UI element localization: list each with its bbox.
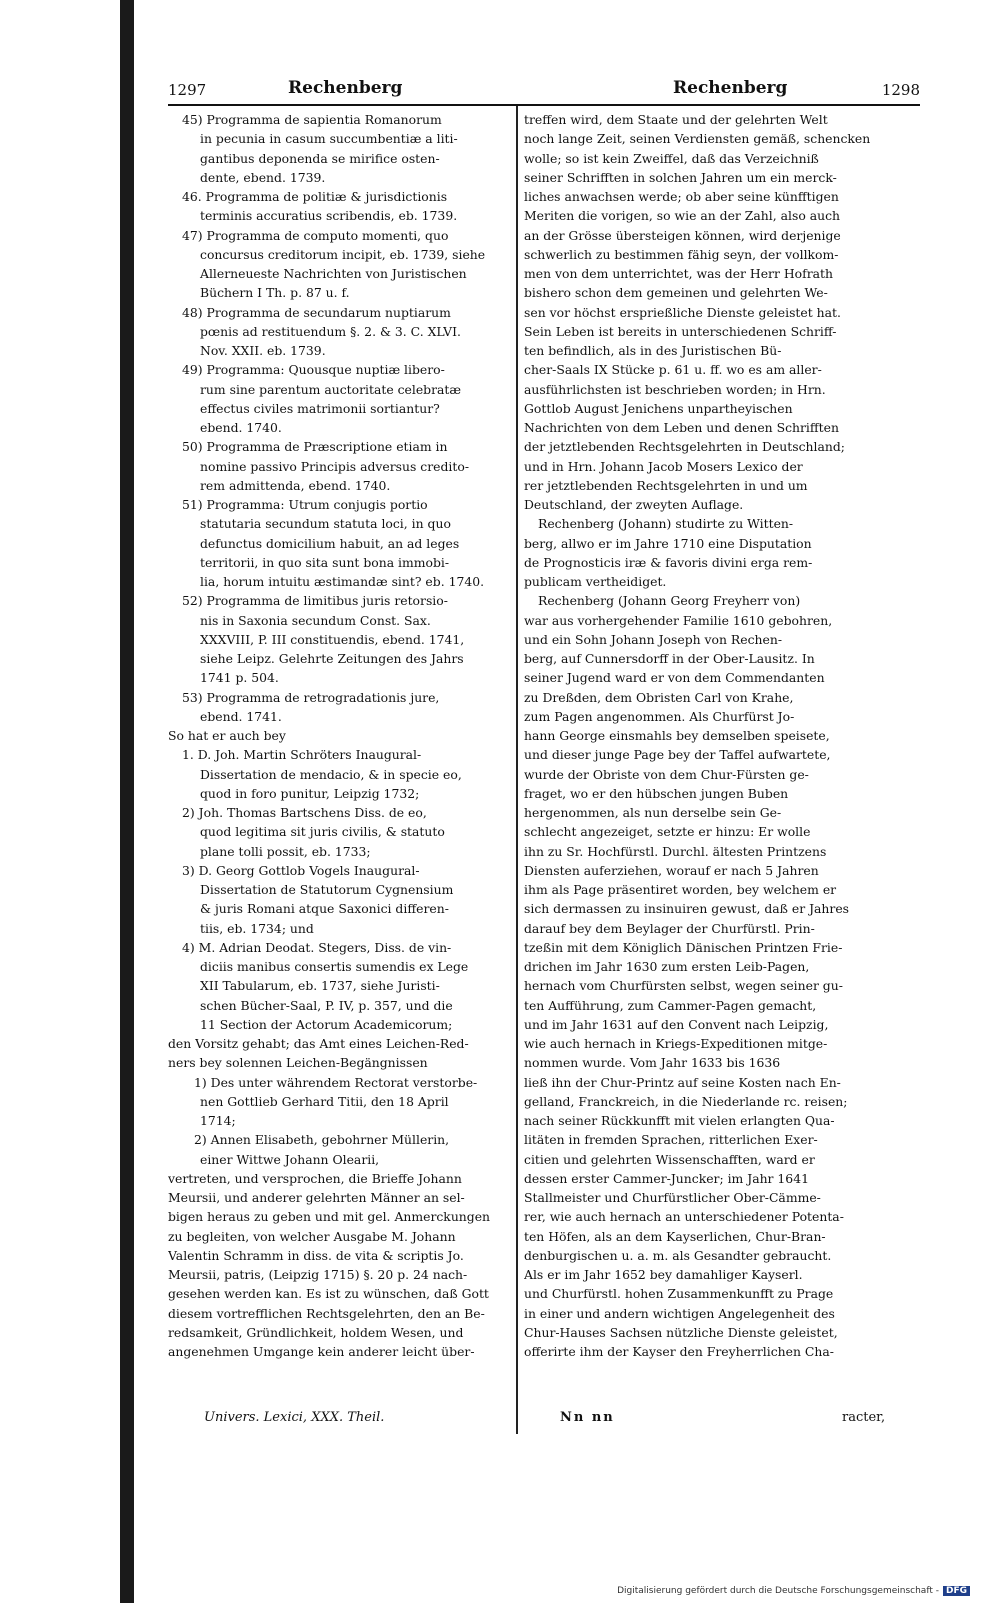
text-line: rem admittenda, ebend. 1740. <box>200 477 391 493</box>
text-line: Sein Leben ist bereits in unterschiedenen Schriff- <box>524 323 837 339</box>
text-line: plane tolli possit, eb. 1733; <box>200 843 371 859</box>
text-line: der jetztlebenden Rechtsgelehrten in Deutschland; <box>524 439 845 455</box>
text-line: ließ ihn der Chur-Printz auf seine Kosten nach En- <box>524 1074 841 1090</box>
text-line: in einer und andern wichtigen Angelegenheit des <box>524 1305 835 1321</box>
text-line: statutaria secundum statuta loci, in quo <box>200 516 451 532</box>
text-line: rum sine parentum auctoritate celebratæ <box>200 381 462 397</box>
text-line: angenehmen Umgange kein anderer leicht über- <box>168 1344 475 1359</box>
footer-volume-title: Univers. Lexici, XXX. Theil. <box>204 1410 385 1425</box>
text-line: 53) Programma de retrogradationis jure, <box>182 689 440 705</box>
text-line: Valentin Schramm in diss. de vita & scriptis Jo. <box>168 1247 464 1263</box>
text-line: fraget, wo er den hübschen jungen Buben <box>524 785 789 801</box>
text-line: lia, horum intuitu æstimandæ sint? eb. 1740. <box>200 574 485 589</box>
text-line: ten befindlich, als in des Juristischen Bü- <box>524 343 782 358</box>
text-line: tzeßin mit dem Königlich Dänischen Printzen Frie- <box>524 939 843 955</box>
text-line: territorii, in quo sita sunt bona immobi- <box>200 554 450 570</box>
text-line: 11 Section der Actorum Academicorum; <box>200 1016 453 1032</box>
text-line: 2) Joh. Thomas Bartschens Diss. de eo, <box>182 805 427 820</box>
text-line: Büchern I Th. p. 87 u. f. <box>200 285 350 301</box>
text-line: terminis accuratius scribendis, eb. 1739. <box>200 208 458 224</box>
page-number-left: 1297 <box>168 81 207 99</box>
text-line: 45) Programma de sapientia Romanorum <box>182 112 442 127</box>
text-line: nommen wurde. Vom Jahr 1633 bis 1636 <box>524 1055 781 1071</box>
text-line: denburgischen u. a. m. als Gesandter gebraucht. <box>524 1247 832 1263</box>
text-line: 1) Des unter währendem Rectorat verstorbe- <box>194 1074 478 1090</box>
text-line: XXXVIII, P. III constituendis, ebend. 1741, <box>200 631 465 647</box>
text-line: zu Dreßden, dem Obristen Carl von Krahe, <box>524 689 794 705</box>
running-title-left: Rechenberg <box>288 78 403 98</box>
text-line: Rechenberg (Johann Georg Freyherr von) <box>538 593 801 609</box>
text-line: redsamkeit, Gründlichkeit, holdem Wesen, und <box>168 1324 464 1340</box>
text-line: darauf bey dem Beylager der Churfürstl. Prin- <box>524 920 815 936</box>
text-line: cher-Saals IX Stücke p. 61 u. ff. wo es am aller- <box>524 362 822 378</box>
text-line: ihn zu Sr. Hochfürstl. Durchl. ältesten Printzens <box>524 843 827 859</box>
text-line: Gottlob August Jenichens unpartheyischen <box>524 400 793 416</box>
text-line: 2) Annen Elisabeth, gebohrner Müllerin, <box>194 1132 450 1148</box>
text-line: quod in foro punitur, Leipzig 1732; <box>200 785 420 801</box>
text-line: hernach vom Churfürsten selbst, wegen seiner gu- <box>524 978 843 994</box>
text-line: citien und gelehrten Wissenschafften, ward er <box>524 1151 815 1167</box>
text-line: wolle; so ist kein Zweiffel, daß das Verzeichniß <box>524 150 819 166</box>
text-line: und im Jahr 1631 auf den Convent nach Leipzig, <box>524 1016 829 1032</box>
text-line: berg, allwo er im Jahre 1710 eine Disputation <box>524 535 812 551</box>
text-line: in pecunia in casum succumbentiæ a liti- <box>200 131 458 147</box>
text-line: offerirte ihm der Kayser den Freyherrlichen Cha- <box>524 1344 834 1359</box>
text-line: gantibus deponenda se mirifice osten- <box>200 150 440 166</box>
text-line: sen vor höchst ersprießliche Dienste geleistet hat. <box>524 304 841 320</box>
text-line: zu begleiten, von welcher Ausgabe M. Johann <box>168 1228 456 1244</box>
page-header <box>168 78 920 104</box>
text-line: ten Höfen, als an dem Kayserlichen, Chur-Bran- <box>524 1228 826 1244</box>
credit-text: Digitalisierung gefördert durch die Deutsche Forschungsgemeinschaft - <box>617 1586 939 1596</box>
column-divider <box>516 106 518 1434</box>
text-line: Meriten die vorigen, so wie an der Zahl, also auch <box>524 208 841 224</box>
book-binding-edge <box>120 0 134 1603</box>
text-line: schlecht angezeiget, setzte er hinzu: Er wolle <box>524 824 811 840</box>
text-line: 49) Programma: Quousque nuptiæ libero- <box>182 362 445 378</box>
text-line: hann George einsmahls bey demselben speisete, <box>524 728 830 743</box>
text-line: und in Hrn. Johann Jacob Mosers Lexico der <box>524 458 803 474</box>
text-line: Meursii, und anderer gelehrten Männer an sel- <box>168 1190 465 1205</box>
text-line: seiner Jugend ward er von dem Commendanten <box>524 670 825 686</box>
left-column <box>168 110 512 1361</box>
text-line: und Churfürstl. hohen Zusammenkunfft zu Prage <box>524 1286 834 1302</box>
text-line: gesehen werden kan. Es ist zu wünschen, daß Gott <box>168 1286 489 1302</box>
text-line: So hat er auch bey <box>168 728 286 743</box>
text-line: 1741 p. 504. <box>200 670 279 686</box>
text-line: noch lange Zeit, seinen Verdiensten gemäß, schencken <box>524 131 871 147</box>
text-line: wie auch hernach in Kriegs-Expeditionen mitge- <box>524 1036 828 1051</box>
text-line: zum Pagen angenommen. Als Churfürst Jo- <box>524 708 795 724</box>
text-line: ebend. 1741. <box>200 708 282 724</box>
text-line: nis in Saxonia secundum Const. Sax. <box>200 612 431 628</box>
text-line: pœnis ad restituendum §. 2. & 3. C. XLVI. <box>200 323 461 339</box>
text-line: & juris Romani atque Saxonici differen- <box>200 901 449 917</box>
text-line: nomine passivo Principis adversus credito- <box>200 458 470 474</box>
text-line: 3) D. Georg Gottlob Vogels Inaugural- <box>182 862 420 878</box>
text-line: Diensten auferziehen, worauf er nach 5 Jahren <box>524 862 819 878</box>
text-line: Allerneueste Nachrichten von Juristischen <box>200 266 467 281</box>
text-line: sich dermassen zu insinuiren gewust, daß er Jahres <box>524 901 850 917</box>
text-line: Meursii, patris, (Leipzig 1715) §. 20 p. 24 nach- <box>168 1267 468 1282</box>
text-line: 46. Programma de politiæ & jurisdictionis <box>182 189 448 204</box>
text-line: liches anwachsen werde; ob aber seine künfftigen <box>524 189 839 204</box>
text-line: treffen wird, dem Staate und der gelehrten Welt <box>524 112 828 127</box>
text-line: den Vorsitz gehabt; das Amt eines Leichen-Red- <box>168 1036 469 1051</box>
text-line: wurde der Obriste von dem Chur-Fürsten ge- <box>524 766 809 782</box>
text-line: 51) Programma: Utrum conjugis portio <box>182 497 428 512</box>
text-line: vertreten, und versprochen, die Brieffe Johann <box>168 1170 462 1186</box>
text-line: nach seiner Rückkunfft mit vielen erlangten Qua- <box>524 1113 835 1128</box>
text-line: ihm als Page präsentiret worden, bey welchem er <box>524 882 837 897</box>
text-line: rer jetztlebenden Rechtsgelehrten in und um <box>524 477 808 493</box>
text-line: gelland, Franckreich, in die Niederlande rc. reisen; <box>524 1093 848 1109</box>
text-line: concursus creditorum incipit, eb. 1739, siehe <box>200 246 486 262</box>
header-rule <box>168 104 920 106</box>
text-line: nen Gottlieb Gerhard Titii, den 18 April <box>200 1093 449 1109</box>
running-title-right: Rechenberg <box>673 78 788 98</box>
text-line: rer, wie auch hernach an unterschiedener Potenta- <box>524 1209 844 1225</box>
text-line: 50) Programma de Præscriptione etiam in <box>182 439 448 455</box>
text-line: diciis manibus consertis sumendis ex Lege <box>200 959 469 974</box>
text-line: Nachrichten von dem Leben und denen Schrifften <box>524 420 839 435</box>
text-line: siehe Leipz. Gelehrte Zeitungen des Jahrs <box>200 651 464 666</box>
text-line: Dissertation de mendacio, & in specie eo, <box>200 766 462 782</box>
page-number-right: 1298 <box>881 81 920 99</box>
text-line: Nov. XXII. eb. 1739. <box>200 343 326 358</box>
text-line: berg, auf Cunnersdorff in der Ober-Lausitz. In <box>524 651 815 666</box>
text-line: 1714; <box>200 1113 236 1128</box>
text-line: ebend. 1740. <box>200 420 282 435</box>
text-line: dessen erster Cammer-Juncker; im Jahr 1641 <box>524 1170 809 1186</box>
dfg-logo: DFG <box>943 1586 970 1596</box>
text-line: 1. D. Joh. Martin Schröters Inaugural- <box>182 747 422 763</box>
catchword: racter, <box>842 1410 886 1425</box>
text-line: und dieser junge Page bey der Taffel aufwartete, <box>524 747 831 763</box>
text-line: defunctus domicilium habuit, an ad leges <box>200 535 460 551</box>
text-line: bishero schon dem gemeinen und gelehrten We- <box>524 285 828 301</box>
text-line: Deutschland, der zweyten Auflage. <box>524 497 744 512</box>
text-line: 48) Programma de secundarum nuptiarum <box>182 304 451 320</box>
text-line: dente, ebend. 1739. <box>200 169 326 185</box>
text-line: de Prognosticis iræ & favoris divini erga rem- <box>524 554 813 570</box>
text-line: XII Tabularum, eb. 1737, siehe Juristi- <box>200 978 440 994</box>
text-line: 52) Programma de limitibus juris retorsio- <box>182 593 448 609</box>
text-line: 4) M. Adrian Deodat. Stegers, Diss. de vin- <box>182 939 452 955</box>
signature-mark: Nn nn <box>560 1410 615 1425</box>
text-line: Rechenberg (Johann) studirte zu Witten- <box>538 516 794 532</box>
digitization-credit <box>617 1586 970 1596</box>
text-line: litäten in fremden Sprachen, ritterlichen Exer- <box>524 1132 818 1148</box>
text-line: publicam vertheidiget. <box>524 574 667 589</box>
text-line: seiner Schrifften in solchen Jahren um ein merck- <box>524 169 837 185</box>
text-line: schen Bücher-Saal, P. IV, p. 357, und die <box>200 997 453 1013</box>
text-line: Stallmeister und Churfürstlicher Ober-Cämme- <box>524 1190 821 1205</box>
text-line: an der Grösse übersteigen können, wird derjenige <box>524 227 841 243</box>
text-line: bigen heraus zu geben und mit gel. Anmerckungen <box>168 1209 491 1225</box>
text-line: men von dem unterrichtet, was der Herr Hofrath <box>524 266 833 281</box>
text-line: effectus civiles matrimonii sortiantur? <box>200 400 440 416</box>
text-line: drichen im Jahr 1630 zum ersten Leib-Pagen, <box>524 959 810 974</box>
text-line: Dissertation de Statutorum Cygnensium <box>200 882 454 897</box>
text-line: tiis, eb. 1734; und <box>200 920 314 936</box>
text-line: schwerlich zu bestimmen fähig seyn, der vollkom- <box>524 246 839 262</box>
right-column <box>524 110 920 1361</box>
text-line: ners bey solennen Leichen-Begängnissen <box>168 1055 428 1071</box>
text-line: war aus vorhergehender Familie 1610 gebohren, <box>524 612 833 628</box>
text-line: quod legitima sit juris civilis, & statuto <box>200 824 445 840</box>
text-line: hergenommen, als nun derselbe sein Ge- <box>524 805 782 820</box>
text-line: und ein Sohn Johann Joseph von Rechen- <box>524 631 783 647</box>
text-line: ten Aufführung, zum Cammer-Pagen gemacht, <box>524 997 817 1013</box>
text-line: ausführlichsten ist beschrieben worden; in Hrn. <box>524 381 826 397</box>
text-line: Als er im Jahr 1652 bey damahliger Kayserl. <box>524 1267 803 1282</box>
text-line: 47) Programma de computo momenti, quo <box>182 227 449 243</box>
text-line: einer Wittwe Johann Olearii, <box>200 1151 380 1167</box>
text-line: diesem vortrefflichen Rechtsgelehrten, den an Be- <box>168 1305 485 1321</box>
text-line: Chur-Hauses Sachsen nützliche Dienste geleistet, <box>524 1324 838 1340</box>
